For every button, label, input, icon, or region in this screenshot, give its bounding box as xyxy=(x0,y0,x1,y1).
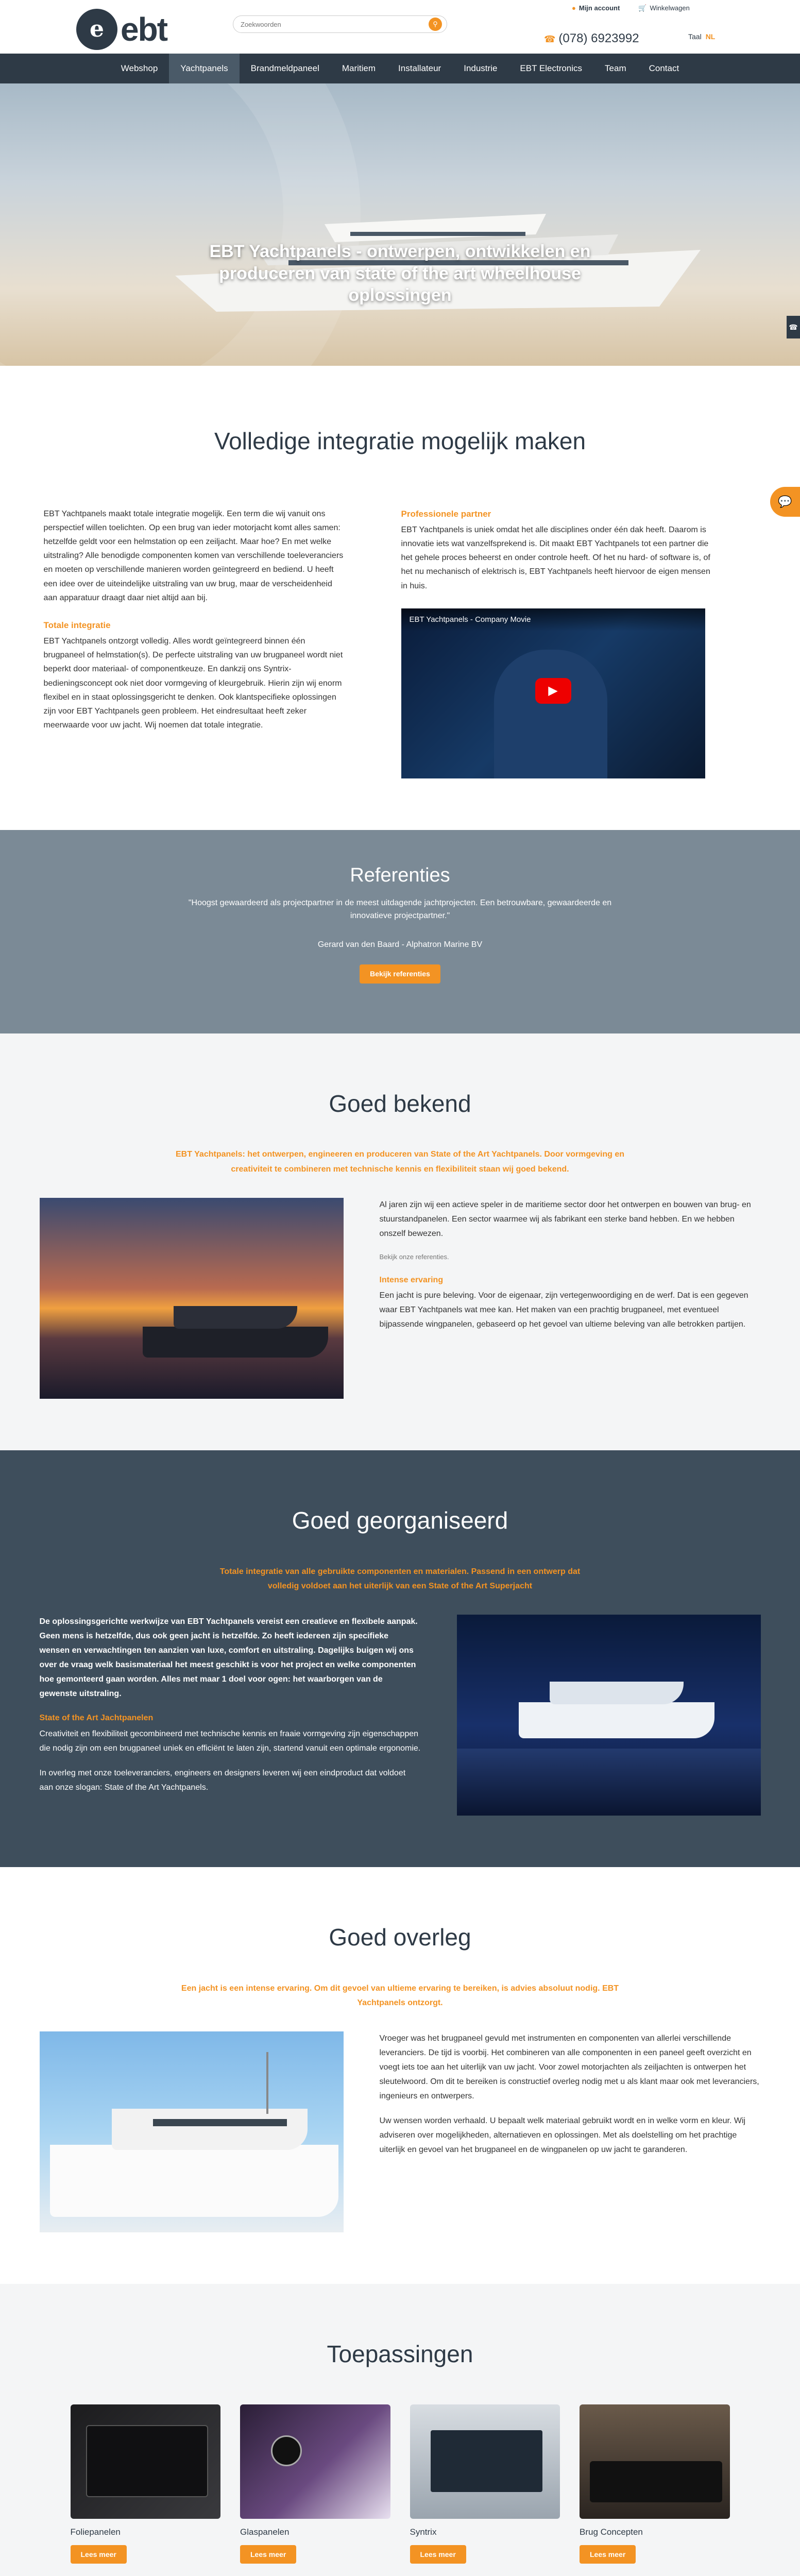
cart-icon: 🛒 xyxy=(638,4,647,12)
total-integration-heading: Totale integratie xyxy=(43,620,111,630)
night-yacht-image xyxy=(457,1615,761,1816)
intense-experience-heading: Intense ervaring xyxy=(379,1275,444,1284)
sunset-yacht-image xyxy=(40,1198,344,1399)
play-icon[interactable]: ▶ xyxy=(535,678,571,704)
organised-lead: Totale integratie van alle gebruikte componenten en materialen. Passend in een ontwerp dat volledig voldoet aan het uiterlijk van een State of the Art Superjacht xyxy=(219,1567,581,1591)
well-known-title: Goed bekend xyxy=(329,1090,471,1117)
references-title: Referenties xyxy=(350,864,450,886)
view-references-button[interactable]: Bekijk referenties xyxy=(360,964,440,983)
organised-title: Goed georganiseerd xyxy=(292,1506,508,1534)
hero-title: EBT Yachtpanels - ontwerpen, ontwikkelen en produceren van state of the art wheelhouse oplossingen xyxy=(209,242,591,305)
phone-side-button[interactable]: ☎ xyxy=(787,316,800,338)
references-quote: "Hoogst gewaardeerd als projectpartner in de meest uitdagende jachtprojecten. Een betrouwbare, gewaardeerde en innovatieve projectpartner." xyxy=(188,898,612,921)
nav-installateur[interactable]: Installateur xyxy=(398,63,441,73)
read-more-button[interactable]: Lees meer xyxy=(71,2545,127,2564)
applications-title: Toepassingen xyxy=(327,2341,473,2368)
application-card[interactable] xyxy=(71,2404,221,2564)
chat-icon[interactable]: 💬 xyxy=(770,487,800,517)
well-known-lead: EBT Yachtpanels: het ontwerpen, engineeren en produceren van State of the Art Yachtpanels. Door vormgeving en creativiteit te combineren met technische kennis en flexibiliteit staan wij goed bekend. xyxy=(175,1150,624,1174)
application-label: Syntrix xyxy=(410,2527,437,2537)
nav-contact[interactable]: Contact xyxy=(649,63,679,73)
references-section xyxy=(0,830,800,1033)
nav-industrie[interactable]: Industrie xyxy=(464,63,498,73)
application-card[interactable] xyxy=(240,2404,390,2564)
syntrix-image xyxy=(410,2404,560,2519)
bridge-concept-image xyxy=(580,2404,730,2519)
state-of-the-art-text: Creativiteit en flexibiliteit gecombineerd met technische kennis en fraaie vormgeving zijn eigenschappen die nodig zijn om een brugpaneel uniek en efficiënt te laten zijn, startend vanuit een optimale ergonomie. xyxy=(39,1729,421,1753)
application-label: Foliepanelen xyxy=(70,2527,121,2537)
organised-section xyxy=(0,1450,800,1867)
references-author: Gerard van den Baard - Alphatron Marine BV xyxy=(317,940,483,949)
logo[interactable] xyxy=(76,3,167,56)
main-nav xyxy=(0,54,800,83)
view-references-link[interactable]: Bekijk onze referenties. xyxy=(379,1252,449,1261)
intense-experience-text: Een jacht is pure beleving. Voor de eigenaar, zijn vertegenwoordiging en de werf. Dat is een gegeven waar EBT Yachtpanels wat mee kan. Het maken van een prachtig brugpaneel, met eventueel bijpassende wingpanelen, gebaseerd op het gevoel van ultieme beleving van alle betrokken partijen. xyxy=(379,1291,748,1329)
user-icon: ● xyxy=(572,4,576,12)
application-card[interactable] xyxy=(410,2404,560,2564)
consultation-text-1: Vroeger was het brugpaneel gevuld met instrumenten en componenten van allerlei verschillende leveranciers. De tijd is voorbij. Het combineren van alle componenten in een paneel geeft overzicht en voegt iets toe aan het uiterlijk van uw jacht. Voor zowel motorjachten als zeiljachten is ontwerpen het sleutelwoord. Om dit te bereiken is constructief overleg nodig met u als klant maar ook met leveranciers, ingenieurs en ontwerpers. xyxy=(379,2034,759,2101)
cart-link[interactable]: 🛒 Winkelwagen xyxy=(638,4,690,12)
nav-ebt-electronics[interactable]: EBT Electronics xyxy=(520,63,583,73)
application-label: Brug Concepten xyxy=(580,2527,643,2537)
video-title: EBT Yachtpanels - Company Movie xyxy=(401,608,705,631)
intro-paragraph: EBT Yachtpanels maakt totale integratie mogelijk. Een term die wij vanuit ons perspectief willen toelichten. Op een brug van ieder motorjacht komt alles samen: hetzelfde geldt voor een helmstation op een zeiljacht. Maar hoe? En met welke uitstraling? Alle benodigde componenten komen van verschillende toeleveranciers en moeten op verschillende manieren worden geïntegreerd en bediend. U heeft een idee over de uiteindelijke uitstraling van uw brug, maar de verscheidenheid aan apparatuur draagt daar niet altijd aan bij. xyxy=(43,509,344,602)
foil-panel-image xyxy=(71,2404,221,2519)
nav-brandmeldpaneel[interactable]: Brandmeldpaneel xyxy=(250,63,319,73)
account-link[interactable]: ● Mijn account xyxy=(572,4,620,12)
top-links xyxy=(572,3,690,14)
search-icon[interactable]: ⚲ xyxy=(429,18,442,31)
nav-team[interactable]: Team xyxy=(605,63,626,73)
intro-title: Volledige integratie mogelijk maken xyxy=(214,428,586,454)
consultation-title: Goed overleg xyxy=(329,1924,471,1951)
day-yacht-image xyxy=(40,2031,344,2232)
intro-section xyxy=(0,366,800,830)
professional-partner-text: EBT Yachtpanels is uniek omdat het alle disciplines onder één dak heeft. Daarom is innovatie iets wat vanzelfsprekend is. Dit maakt EBT Yachtpanels tot een partner die het gehele proces beheerst en onder controle heeft. Of het nu hard- of software is, of het nu mechanisch of elektrisch is, EBT Yachtpanels heeft hiervoor de eigen mensen in huis. xyxy=(401,525,710,590)
consultation-lead: Een jacht is een intense ervaring. Om dit gevoel van ultieme ervaring te bereiken, is advies absoluut nodig. EBT Yachtpanels ontzorgt. xyxy=(181,1984,619,2008)
logo-word: ebt xyxy=(121,11,167,48)
language-selector[interactable]: Taal NL xyxy=(688,32,716,41)
consultation-text-2: Uw wensen worden verhaald. U bepaalt welk materiaal gebruikt wordt en in welke vorm en kleur. Wij adviseren over mogelijkheden, alternatieven en oplossingen. Met als doelstelling om het prachtige uiterlijk en gevoel van het brugpaneel en de wingpanelen op uw jacht te garanderen. xyxy=(379,2116,746,2155)
video-thumbnail xyxy=(494,650,607,778)
nav-maritiem[interactable]: Maritiem xyxy=(342,63,376,73)
organised-text: De oplossingsgerichte werkwijze van EBT Yachtpanels vereist een creatieve en flexibele aanpak. Geen mens is hetzelfde, dus ook geen jacht is hetzelfde. Zo heeft iedereen zijn specifieke wensen en verwachtingen ten aanzien van luxe, comfort en uitstraling. Dagelijks buigen wij ons over de vraag welk basismateriaal het meest geschikt is voor het project en welke componenten hoe gemonteerd gaan worden. Alles met maar 1 doel voor ogen: het waarborgen van de gewenste uitstraling. xyxy=(39,1617,418,1699)
nav-yachtpanels[interactable]: Yachtpanels xyxy=(169,54,239,83)
site-header xyxy=(0,0,800,59)
total-integration-text: EBT Yachtpanels ontzorgt volledig. Alles wordt geïntegreerd binnen één brugpaneel of helmstation(s). De perfecte uitstraling van uw brugpaneel wordt niet beperkt door materiaal- of componentkeuze. En dankzij ons Syntrix-bedieningsconcept ook niet door vormgeving of kleurgebruik. Hierin zijn wij enorm flexibel en in staat oplossingsgericht te denken. Ook klantspecifieke oplossingen zijn voor EBT Yachtpanels geen probleem. Het eindresultaat heeft zeker meerwaarde voor uw jacht. Wij noemen dat totale integratie. xyxy=(43,637,343,730)
phone-icon: ☎ xyxy=(544,34,556,44)
hero xyxy=(0,59,800,366)
search-input[interactable] xyxy=(233,15,447,33)
slogan-text: In overleg met onze toeleveranciers, engineers en designers leveren wij een eindproduct dat voldoet aan onze slogan: State of the Art Yachtpanels. xyxy=(39,1768,406,1792)
application-label: Glaspanelen xyxy=(240,2527,290,2537)
company-video[interactable] xyxy=(401,608,705,778)
read-more-button[interactable]: Lees meer xyxy=(240,2545,296,2564)
nav-webshop[interactable]: Webshop xyxy=(121,63,158,73)
logo-mark: e xyxy=(76,9,117,50)
application-card[interactable] xyxy=(580,2404,730,2564)
read-more-button[interactable]: Lees meer xyxy=(410,2545,466,2564)
applications-section xyxy=(0,2284,800,2576)
read-more-button[interactable]: Lees meer xyxy=(580,2545,636,2564)
state-of-the-art-heading: State of the Art Jachtpanelen xyxy=(39,1714,154,1723)
glass-panel-image xyxy=(240,2404,390,2519)
professional-partner-heading: Professionele partner xyxy=(401,509,491,519)
consultation-section xyxy=(0,1867,800,2284)
well-known-text: Al jaren zijn wij een actieve speler in de maritieme sector door het ontwerpen en bouwen van brug- en stuurstandpanelen. Een sector waarmee wij als fabrikant een sterke band hebben. En we hebben onszelf bewezen. xyxy=(379,1200,751,1238)
header-phone[interactable]: ☎ (078) 6923992 xyxy=(544,31,639,45)
well-known-section xyxy=(0,1033,800,1450)
